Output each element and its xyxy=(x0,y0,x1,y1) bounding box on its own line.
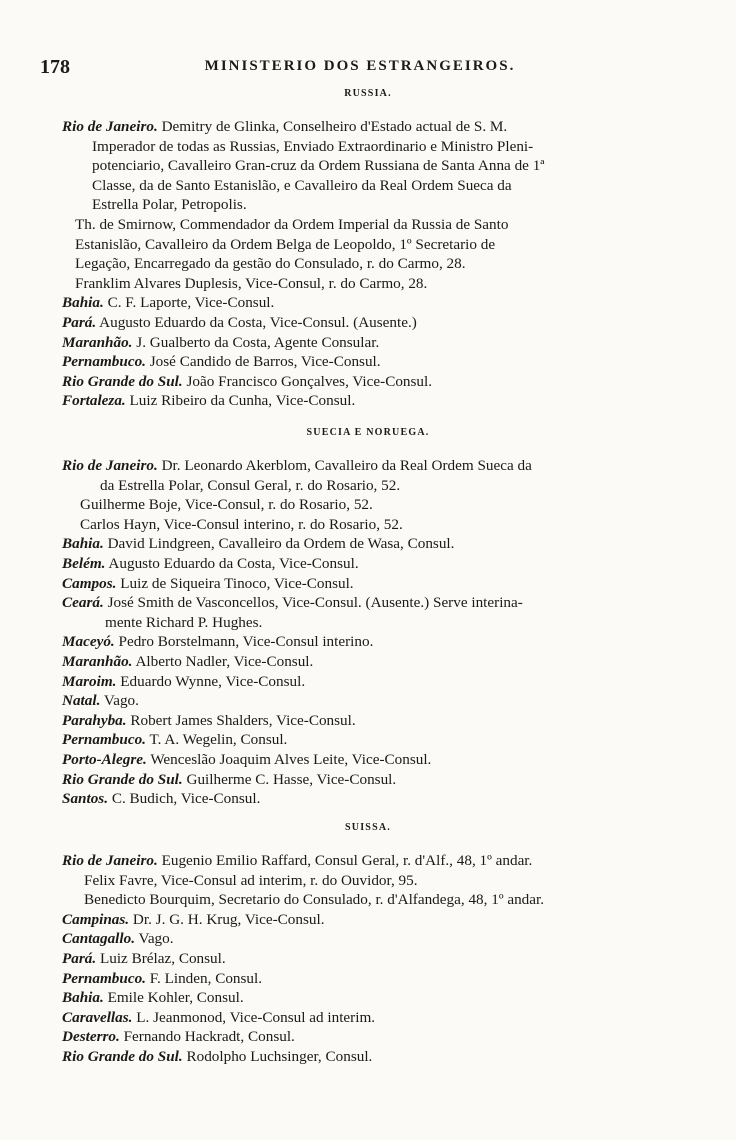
entry-line xyxy=(62,969,262,988)
entry-text: Vago. xyxy=(135,930,174,948)
entry-line xyxy=(75,235,495,254)
entry-line xyxy=(62,1027,295,1046)
entry-text: Rodolpho Luchsinger, Consul. xyxy=(182,1048,373,1065)
entry-line xyxy=(75,215,508,234)
entry-text: C. Budich, Vice-Consul. xyxy=(108,790,261,808)
entry-line xyxy=(62,770,396,789)
place-name: Campos. xyxy=(62,574,117,592)
section-heading: SUECIA E NORUEGA. xyxy=(306,427,430,438)
entry-line xyxy=(62,574,354,593)
entry-text: Estanislão, Cavalleiro da Ordem Belga de Leopoldo, 1º Secretario de xyxy=(75,235,496,253)
entry-text: C. F. Laporte, Vice-Consul. xyxy=(103,294,275,312)
entry-text: Franklim Alvares Duplesis, Vice-Consul, r. do Carmo, 28. xyxy=(75,274,428,292)
entry-line xyxy=(62,117,507,136)
page-number: 178 xyxy=(40,56,70,78)
entry-line xyxy=(100,476,400,495)
entry-line xyxy=(62,456,532,475)
entry-text: Imperador de todas as Russias, Enviado Extraordinario e Ministro Pleni- xyxy=(92,137,534,155)
place-name: Cantagallo. xyxy=(62,930,136,948)
place-name: Maceyó. xyxy=(62,633,115,651)
entry-text: Guilherme C. Hasse, Vice-Consul. xyxy=(182,770,397,788)
entry-text: Dr. Leonardo Akerblom, Cavalleiro da Real Ordem Sueca da xyxy=(157,457,532,474)
entry-line xyxy=(75,274,427,293)
entry-line xyxy=(62,988,244,1007)
entry-text: Fernando Hackradt, Consul. xyxy=(119,1028,295,1046)
entry-line xyxy=(62,691,139,710)
place-name: Bahia. xyxy=(62,294,104,312)
page-header xyxy=(40,56,680,80)
entry-line xyxy=(62,554,359,573)
entry-text: Eugenio Emilio Raffard, Consul Geral, r. d'Alf., 48, 1º andar. xyxy=(157,852,533,869)
entry-text: Robert James Shalders, Vice-Consul. xyxy=(126,711,356,729)
entry-text: T. A. Wegelin, Consul. xyxy=(145,731,288,749)
entry-line xyxy=(62,1047,372,1066)
place-name: Parahyba. xyxy=(62,711,127,729)
entry-line xyxy=(62,352,381,371)
entry-line xyxy=(62,789,260,808)
place-name: Campinas. xyxy=(62,910,130,928)
place-name: Ceará. xyxy=(62,594,104,612)
entry-line xyxy=(62,730,287,749)
entry-text: Luiz Brélaz, Consul. xyxy=(96,950,226,967)
section-heading: RUSSIA. xyxy=(344,88,392,99)
entry-text: Classe, da de Santo Estanislão, e Cavalleiro da Real Ordem Sueca da xyxy=(92,176,512,194)
entry-line xyxy=(80,515,403,534)
entry-line xyxy=(62,851,532,870)
place-name: Rio Grande do Sul. xyxy=(62,372,183,390)
entry-text: David Lindgreen, Cavalleiro da Ordem de Wasa, Consul. xyxy=(103,535,455,553)
entry-text: Th. de Smirnow, Commendador da Ordem Imperial da Russia de Santo xyxy=(75,216,509,233)
entry-line xyxy=(92,137,533,156)
entry-line xyxy=(92,176,512,195)
place-name: Pernambuco. xyxy=(62,353,146,371)
entry-line xyxy=(75,254,466,273)
place-name: Bahia. xyxy=(62,535,104,553)
entry-text: Luiz de Siqueira Tinoco, Vice-Consul. xyxy=(116,574,354,592)
entry-text: Eduardo Wynne, Vice-Consul. xyxy=(116,672,306,690)
entry-text: José Smith de Vasconcellos, Vice-Consul. (Ausente.) Serve interina- xyxy=(103,594,523,612)
entry-text: Pedro Borstelmann, Vice-Consul interino. xyxy=(114,633,374,651)
entry-line xyxy=(105,613,262,632)
entry-text: Augusto Eduardo da Costa, Vice-Consul. (Ausente.) xyxy=(96,314,417,331)
place-name: Rio de Janeiro. xyxy=(62,852,158,869)
entry-line xyxy=(92,156,545,175)
place-name: Rio de Janeiro. xyxy=(62,457,158,474)
entry-line xyxy=(84,871,418,890)
entry-text: mente Richard P. Hughes. xyxy=(105,613,263,631)
entry-text: potenciario, Cavalleiro Gran-cruz da Ordem Russiana de Santa Anna de 1ª xyxy=(92,157,545,175)
entry-text: Carlos Hayn, Vice-Consul interino, r. do Rosario, 52. xyxy=(80,515,403,533)
place-name: Desterro. xyxy=(62,1028,120,1046)
place-name: Belém. xyxy=(62,555,106,572)
entry-line xyxy=(62,333,379,352)
entry-line xyxy=(62,910,325,929)
entry-text: José Candido de Barros, Vice-Consul. xyxy=(145,353,381,371)
entry-text: Legação, Encarregado da gestão do Consulado, r. do Carmo, 28. xyxy=(75,255,466,273)
entry-line xyxy=(62,949,226,968)
place-name: Porto-Alegre. xyxy=(62,751,147,768)
entry-line xyxy=(62,1008,375,1027)
place-name: Maranhão. xyxy=(62,333,133,351)
entry-line xyxy=(62,293,274,312)
place-name: Pará. xyxy=(62,950,97,967)
entry-line xyxy=(62,372,432,391)
entry-text: Luiz Ribeiro da Cunha, Vice-Consul. xyxy=(125,392,356,410)
entry-line xyxy=(62,534,454,553)
entry-line xyxy=(62,711,356,730)
place-name: Natal. xyxy=(62,692,101,710)
entry-text: Wenceslão Joaquim Alves Leite, Vice-Consul. xyxy=(146,751,432,768)
entry-text: da Estrella Polar, Consul Geral, r. do Rosario, 52. xyxy=(100,476,401,494)
place-name: Pará. xyxy=(62,314,97,331)
place-name: Maroim. xyxy=(62,672,117,690)
entry-line xyxy=(84,890,544,909)
entry-line xyxy=(62,593,523,612)
entry-line xyxy=(80,495,373,514)
entry-line xyxy=(62,652,313,671)
entry-line xyxy=(62,632,373,651)
entry-text: Dr. J. G. H. Krug, Vice-Consul. xyxy=(129,910,325,928)
place-name: Maranhão. xyxy=(62,653,133,670)
entry-line xyxy=(92,195,247,214)
place-name: Santos. xyxy=(62,790,109,808)
entry-text: Felix Favre, Vice-Consul ad interim, r. do Ouvidor, 95. xyxy=(84,871,418,889)
entry-text: Guilherme Boje, Vice-Consul, r. do Rosario, 52. xyxy=(80,496,373,514)
running-title: MINISTERIO DOS ESTRANGEIROS. xyxy=(204,58,516,74)
place-name: Pernambuco. xyxy=(62,731,146,749)
place-name: Bahia. xyxy=(62,989,104,1007)
entry-text: J. Gualberto da Costa, Agente Consular. xyxy=(132,333,380,351)
entry-text: F. Linden, Consul. xyxy=(145,969,263,987)
section-heading: SUISSA. xyxy=(345,822,391,833)
entry-text: Vago. xyxy=(100,692,139,710)
place-name: Caravellas. xyxy=(62,1008,133,1026)
entry-text: Augusto Eduardo da Costa, Vice-Consul. xyxy=(105,555,359,572)
entry-text: L. Jeanmonod, Vice-Consul ad interim. xyxy=(132,1008,376,1026)
place-name: Rio Grande do Sul. xyxy=(62,770,183,788)
entry-text: Estrella Polar, Petropolis. xyxy=(92,196,247,214)
entry-text: Emile Kohler, Consul. xyxy=(103,989,244,1007)
entry-text: Alberto Nadler, Vice-Consul. xyxy=(132,653,314,670)
entry-line xyxy=(62,750,431,769)
entry-text: João Francisco Gonçalves, Vice-Consul. xyxy=(182,372,433,390)
entry-line xyxy=(62,391,355,410)
entry-line xyxy=(62,313,417,332)
entry-text: Benedicto Bourquim, Secretario do Consulado, r. d'Alfandega, 48, 1º andar. xyxy=(84,891,545,909)
place-name: Rio Grande do Sul. xyxy=(62,1048,183,1065)
place-name: Pernambuco. xyxy=(62,969,146,987)
entry-line xyxy=(62,672,305,691)
entry-text: Demitry de Glinka, Conselheiro d'Estado actual de S. M. xyxy=(157,118,508,135)
place-name: Fortaleza. xyxy=(62,392,126,410)
place-name: Rio de Janeiro. xyxy=(62,118,158,135)
entry-line xyxy=(62,929,174,948)
